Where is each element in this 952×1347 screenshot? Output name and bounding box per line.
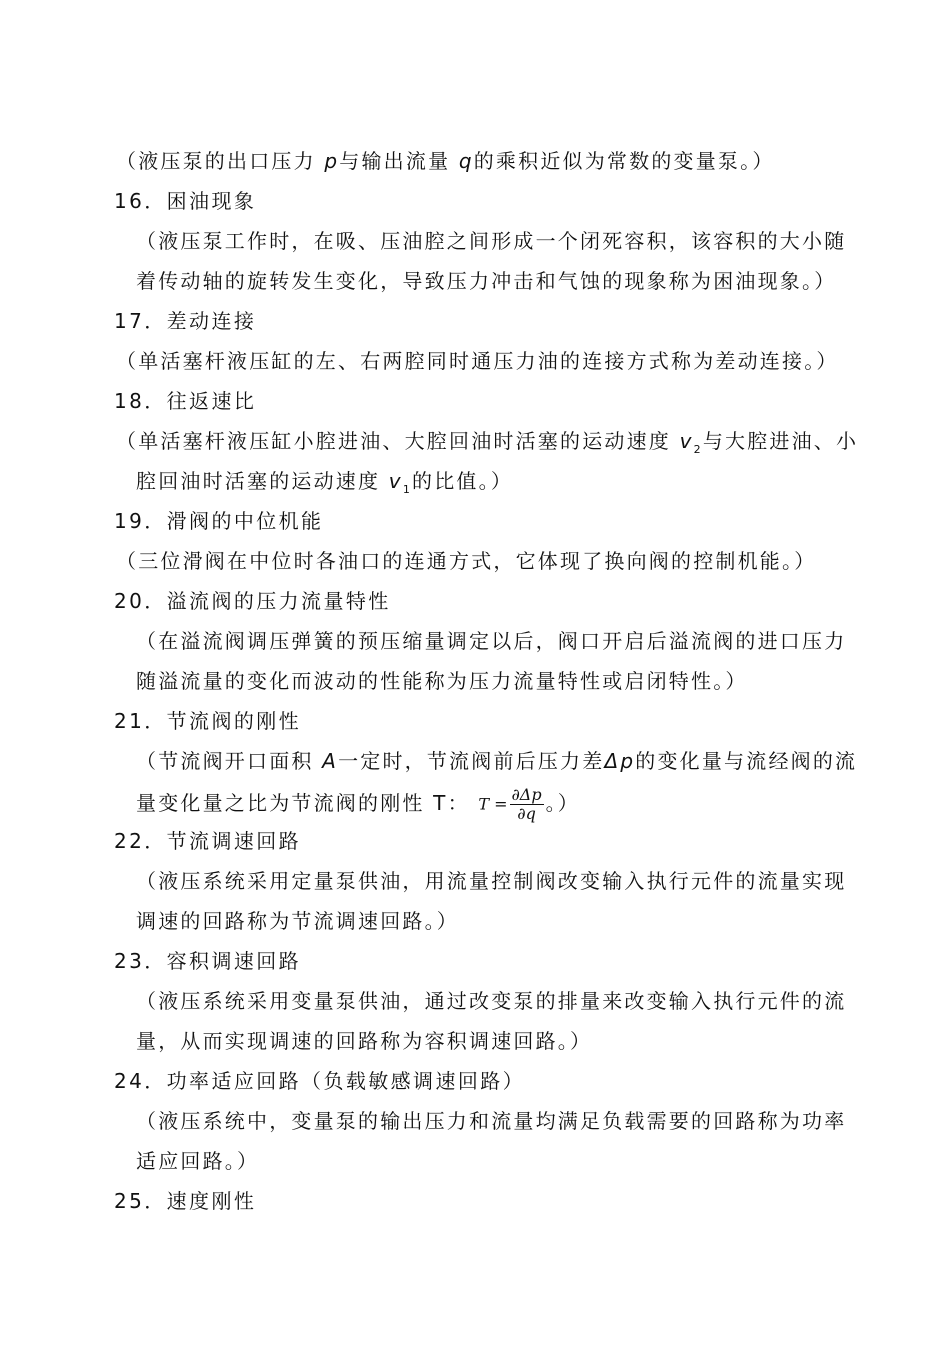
text-fragment: 的乘积近似为常数的变量泵。）: [473, 149, 775, 173]
item-heading-19: 19．滑阀的中位机能: [114, 509, 324, 533]
var-A: A: [322, 749, 339, 773]
var-v2: v: [679, 429, 694, 453]
item-heading-21: 21．节流阀的刚性: [114, 709, 302, 733]
subscript: 1: [402, 483, 413, 496]
text-fragment: 的比值。）: [412, 469, 514, 493]
item-heading-24: 24．功率适应回路（负载敏感调速回路）: [114, 1069, 526, 1093]
definition-text-16-line1: （液压泵工作时，在吸、压油腔之间形成一个闭死容积，该容积的大小随: [136, 229, 847, 253]
text-fragment: 的变化量与流经阀的流: [635, 749, 858, 773]
definition-text-24-line2: 适应回路。）: [136, 1149, 260, 1173]
formula-lhs: T =: [478, 794, 508, 814]
definition-text-21-line2: [136, 783, 580, 825]
definition-text-23-line1: （液压系统采用变量泵供油，通过改变泵的排量来改变输入执行元件的流: [136, 989, 847, 1013]
text-fragment: 一定时，节流阀前后压力差: [338, 749, 605, 773]
definition-text-18-line1: [116, 428, 858, 463]
formula-denominator: ∂q: [517, 804, 536, 823]
stiffness-formula-fraction: [510, 786, 544, 823]
definition-text-20-line2: 随溢流量的变化而波动的性能称为压力流量特性或启闭特性。）: [136, 669, 748, 693]
var-v1: v: [388, 469, 403, 493]
text-fragment: 与输出流量: [339, 149, 459, 173]
definition-text-17-line1: （单活塞杆液压缸的左、右两腔同时通压力油的连接方式称为差动连接。）: [116, 349, 839, 373]
text-fragment: （节流阀开口面积: [136, 749, 323, 773]
definition-text-15: [116, 148, 775, 174]
definition-text-19-line1: （三位滑阀在中位时各油口的连通方式，它体现了换向阀的控制机能。）: [116, 549, 817, 573]
definition-text-24-line1: （液压系统中，变量泵的输出压力和流量均满足负载需要的回路称为功率: [136, 1109, 847, 1133]
definition-text-20-line1: （在溢流阀调压弹簧的预压缩量调定以后，阀口开启后溢流阀的进口压力: [136, 629, 847, 653]
text-fragment: 与大腔进油、小: [702, 429, 859, 453]
subscript: 2: [693, 443, 703, 456]
definition-text-22-line2: 调速的回路称为节流调速回路。）: [136, 909, 459, 933]
text-fragment: （单活塞杆液压缸小腔进油、大腔回油时活塞的运动速度: [116, 429, 680, 453]
item-heading-16: 16．困油现象: [114, 189, 257, 213]
text-fragment: 。）: [545, 791, 580, 815]
formula-numerator: ∂Δp: [511, 785, 542, 804]
item-heading-22: 22．节流调速回路: [114, 829, 302, 853]
text-fragment: 量变化量之比为节流阀的刚性 T：: [136, 791, 470, 815]
var-delta-p: Δp: [604, 749, 636, 773]
item-heading-25: 25．速度刚性: [114, 1189, 257, 1213]
definition-text-22-line1: （液压系统采用定量泵供油，用流量控制阀改变输入执行元件的流量实现: [136, 869, 847, 893]
var-p: p: [324, 149, 340, 173]
definition-text-16-line2: 着传动轴的旋转发生变化，导致压力冲击和气蚀的现象称为困油现象。）: [136, 269, 837, 293]
item-heading-20: 20．溢流阀的压力流量特性: [114, 589, 391, 613]
item-heading-18: 18．往返速比: [114, 389, 257, 413]
text-fragment: （液压泵的出口压力: [116, 149, 325, 173]
definition-text-21-line1: [136, 748, 857, 774]
definition-text-23-line2: 量，从而实现调速的回路称为容积调速回路。）: [136, 1029, 593, 1053]
definition-text-18-line2: [136, 468, 513, 503]
item-heading-17: 17．差动连接: [114, 309, 257, 333]
var-q: q: [458, 149, 474, 173]
item-heading-23: 23．容积调速回路: [114, 949, 302, 973]
text-fragment: 腔回油时活塞的运动速度: [136, 469, 389, 493]
